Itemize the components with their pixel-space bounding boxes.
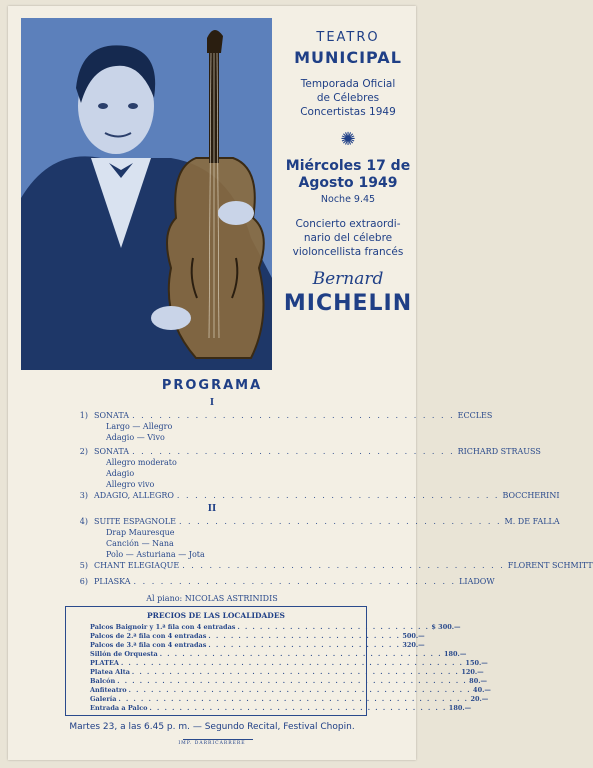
price-row: Palcos de 3.ª fila con 4 entradas . . . . . . . . . . . . . . . . . . . . . . . . . . 320.— bbox=[90, 641, 425, 649]
imprint-divider bbox=[183, 739, 253, 740]
prices-title: PRECIOS DE LAS LOCALIDADES bbox=[147, 611, 285, 620]
price-row: Palcos Baignoir y 1.ª fila con 4 entradas . . . . . . . . . . . . . . . . . . . . . . . . . . $ 300.— bbox=[90, 623, 461, 631]
piece-title: SUITE ESPAGNOLE bbox=[94, 517, 176, 526]
pianist-credit: Al piano: NICOLAS ASTRINIDIS bbox=[146, 594, 278, 603]
artist-last-name: MICHELIN bbox=[283, 291, 413, 316]
composer: BOCCHERINI bbox=[502, 491, 560, 500]
composer: ECCLES bbox=[457, 411, 493, 420]
piece-title: SONATA bbox=[94, 411, 130, 420]
season-text: Temporada Oficial de Célebres Concertistas 1949 bbox=[300, 78, 396, 118]
concert-date: Miércoles 17 de Agosto 1949 bbox=[285, 158, 411, 191]
movement: Polo — Asturiana — Jota bbox=[106, 550, 205, 559]
theatre-name: MUNICIPAL bbox=[294, 48, 402, 67]
price-row: Balcón . . . . . . . . . . . . . . . . . . . . . . . . . . . . . . . . . . . . . . . . . . . . . . . 80.— bbox=[90, 677, 487, 685]
printer-imprint: IMP. DARRICARRERE bbox=[178, 741, 246, 746]
movement: Allegro moderato bbox=[106, 458, 177, 467]
theatre-label: TEATRO bbox=[316, 30, 380, 45]
piece-title: ADAGIO, ALLEGRO bbox=[94, 491, 174, 500]
piece-title: PLIASKA bbox=[94, 577, 131, 586]
price-row: Sillón de Orquesta . . . . . . . . . . . . . . . . . . . . . . . . . . . . . . . . . . . . . . 180.— bbox=[90, 650, 467, 658]
cellist-illustration bbox=[21, 18, 272, 370]
next-recital-note: Martes 23, a las 6.45 p. m. — Segundo Recital, Festival Chopin. bbox=[69, 722, 355, 732]
artist-first-name: Bernard bbox=[312, 269, 384, 289]
composer: FLORENT SCHMITT bbox=[507, 561, 593, 570]
program-title: PROGRAMA bbox=[161, 378, 263, 393]
prices-box bbox=[65, 606, 491, 716]
concert-description: Concierto extraordi- nario del célebre violoncellista francés bbox=[292, 218, 404, 258]
part-two-heading: II bbox=[207, 504, 217, 514]
piece-title: SONATA bbox=[94, 447, 130, 456]
movement: Drap Mauresque bbox=[106, 528, 175, 537]
composer: M. DE FALLA bbox=[504, 517, 560, 526]
movement: Allegro vivo bbox=[106, 480, 155, 489]
part-one-heading: I bbox=[209, 398, 215, 408]
movement: Adagio bbox=[106, 469, 135, 478]
movement: Canción — Nana bbox=[106, 539, 174, 548]
price-row: Entrada a Palco . . . . . . . . . . . . . . . . . . . . . . . . . . . . . . . . . . . . . . . . 180.— bbox=[90, 704, 472, 712]
piece-title: CHANT ELEGIAQUE bbox=[94, 561, 180, 570]
concert-time: Noche 9.45 bbox=[320, 194, 376, 205]
composer: LIADOW bbox=[459, 577, 495, 586]
price-row: Platea Alta . . . . . . . . . . . . . . . . . . . . . . . . . . . . . . . . . . . . . . . . . . . . 120.— bbox=[90, 668, 484, 676]
composer: RICHARD STRAUSS bbox=[457, 447, 541, 456]
movement: Largo — Allegro bbox=[106, 422, 173, 431]
header-column bbox=[278, 20, 418, 316]
price-row: Palcos de 2.ª fila con 4 entradas . . . . . . . . . . . . . . . . . . . . . . . . . . 500.— bbox=[90, 632, 425, 640]
price-row: Anfiteatro . . . . . . . . . . . . . . . . . . . . . . . . . . . . . . . . . . . . . . . . . . . . . . 40.— bbox=[90, 686, 491, 694]
movement: Adagio — Vivo bbox=[106, 433, 165, 442]
price-row: Galería . . . . . . . . . . . . . . . . . . . . . . . . . . . . . . . . . . . . . . . . . . . . . . . 20.— bbox=[90, 695, 489, 703]
sun-ornament-icon: ✺ bbox=[340, 129, 356, 150]
program-sheet: TEATRO MUNICIPAL Temporada Oficial de Célebres Concertistas 1949 ✺ Miércoles 17 de Agosto 1949 Noche 9.45 Concierto extraordi- nario del célebre violoncellista francés Bernard MICHELIN PROGRAMA I 1) SONATA . . . . . . . . . . . . . . . . . . . . . . . . . . . . . . . . . . . . ECCLES Largo — Allegro Adagio — Vivo 2) SONATA . . . . . . . . . . . . . . . . . . . . . . . . . . . . . . . . . . . . RICHARD STRAUSS Allegro moderato Adagio Allegro vivo 3) ADAGIO, ALLEGRO . . . . . . . . . . . . . . . . . . . . . . . . . . . . . . . . . . . . BOCCHERINI II 4) SUITE ESPAGNOLE . . . . . . . . . . . . . . . . . . . . . . . . . . . . . . . . . . . . M. DE FALLA Drap Mauresque Canción — Nana Polo — Asturiana — Jota 5) CHANT ELEGIAQUE . . . . . . . . . . . . . . . . . . . . . . . . . . . . . . . . . . . . FLORENT SCHMITT 6) PLIASKA . . . . . . . . . . . . . . . . . . . . . . . . . . . . . . . . . . . . LIADOW Al piano: NICOLAS ASTRINIDIS PRECIOS DE LAS LOCALIDADES Palcos Baignoir y 1.ª fila con 4 entradas . . . . . . . . . . . . . . . . . . . . . . . . . . $ 300.— Palcos de 2.ª fila con 4 entradas . . . . . . . . . . . . . . . . . . . . . . . . . . 500.— Palcos de 3.ª fila con 4 entradas . . . . . . . . . . . . . . . . . . . . . . . . . . 320.— Sillón de Orquesta . . . . . . . . . . . . . . . . . . . . . . . . . . . . . . . . . . . . . . 180.— PLATEA . . . . . . . . . . . . . . . . . . . . . . . . . . . . . . . . . . . . . . . . . . . . . . 150.— Platea Alta . . . . . . . . . . . . . . . . . . . . . . . . . . . . . . . . . . . . . . . . . . . . 120.— Balcón . . . . . . . . . . . . . . . . . . . . . . . . . . . . . . . . . . . . . . . . . . . . . . . 80.— Anfiteatro . . . . . . . . . . . . . . . . . . . . . . . . . . . . . . . . . . . . . . . . . . . . . . 40.— Galería . . . . . . . . . . . . . . . . . . . . . . . . . . . . . . . . . . . . . . . . . . . . . . . 20.— Entrada a Palco . . . . . . . . . . . . . . . . . . . . . . . . . . . . . . . . . . . . . . . . 180.— Martes 23, a las 6.45 p. m. — Segundo Recital, Festival Chopin. IMP. DARRICARRERE bbox=[8, 6, 416, 760]
cellist-photo bbox=[21, 18, 272, 370]
price-row: PLATEA . . . . . . . . . . . . . . . . . . . . . . . . . . . . . . . . . . . . . . . . . . . . . . 150.— bbox=[90, 659, 488, 667]
